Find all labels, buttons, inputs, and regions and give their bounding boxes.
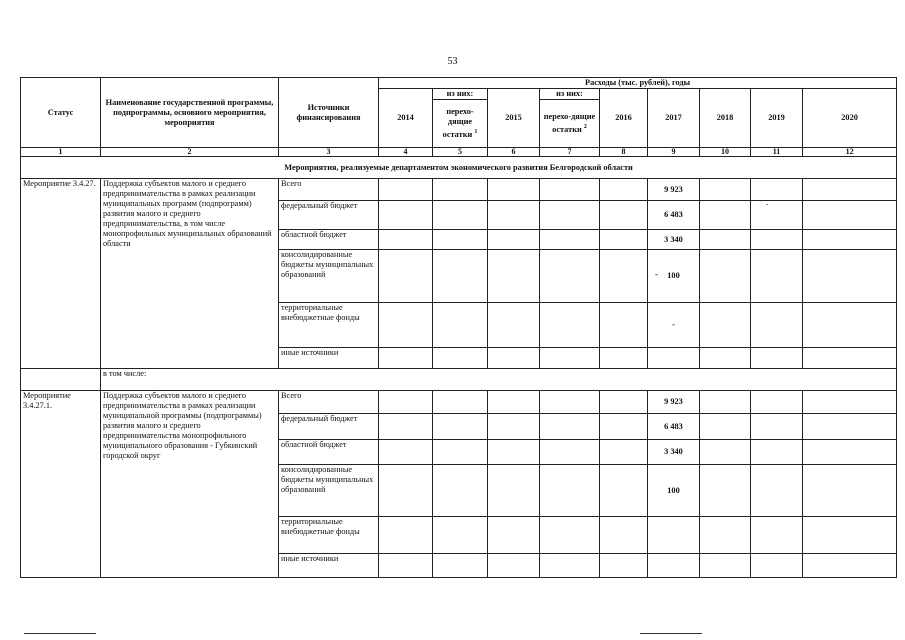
value-2017: 100: [648, 250, 700, 303]
source-cell: территориальные внебюджетные фонды: [279, 517, 379, 554]
source-cell: областной бюджет: [279, 230, 379, 250]
header-year-2019: 2019: [751, 89, 803, 148]
source-cell: Всего: [279, 391, 379, 414]
header-year-2016: 2016: [600, 89, 648, 148]
col-number: 5: [433, 148, 488, 157]
col-number: 10: [700, 148, 751, 157]
value-2017: 9 923: [648, 179, 700, 201]
header-year-2020: 2020: [803, 89, 897, 148]
value-2017: 9 923: [648, 391, 700, 414]
header-of-them-2: из них:: [540, 89, 600, 100]
header-year-2014: 2014: [379, 89, 433, 148]
source-cell: иные источники: [279, 348, 379, 369]
source-cell: иные источники: [279, 554, 379, 578]
header-year-2018: 2018: [700, 89, 751, 148]
header-sources: Источники финансирования: [279, 78, 379, 148]
header-of-them-1: из них:: [433, 89, 488, 100]
stray-dot: .: [766, 197, 769, 207]
value-2017: -: [648, 303, 700, 348]
header-year-2015: 2015: [488, 89, 540, 148]
col-number: 12: [803, 148, 897, 157]
source-cell: областной бюджет: [279, 440, 379, 465]
header-expenses: Расходы (тыс. рублей), годы: [379, 78, 897, 89]
source-cell: территориальные внебюджетные фонды: [279, 303, 379, 348]
col-number: 1: [21, 148, 101, 157]
section-title: Мероприятия, реализуемые департаментом экономического развития Белгородской области: [21, 157, 897, 179]
source-cell: консолидированные бюджеты муниципальных образований: [279, 250, 379, 303]
measure-name: Поддержка субъектов малого и среднего предпринимательства в рамках реализации муниципальных программ (подпрограмм) развития малого и среднего предпринимательства, в том числе монопрофильных муниципальных образований области: [101, 179, 279, 369]
scan-edge-line: [24, 633, 96, 634]
value-2017: 6 483: [648, 414, 700, 440]
col-number: 4: [379, 148, 433, 157]
header-carryover-1: перехо-дящие остатки $^1$: [433, 100, 488, 148]
stray-dash: -: [655, 269, 658, 279]
col-number: 8: [600, 148, 648, 157]
col-number: 6: [488, 148, 540, 157]
header-name: Наименование государственной программы, подпрограммы, основного мероприятия, мероприятия: [101, 78, 279, 148]
scan-edge-line: [640, 633, 702, 634]
col-number: 2: [101, 148, 279, 157]
page-number: 53: [447, 56, 458, 67]
source-cell: федеральный бюджет: [279, 201, 379, 230]
col-number: 11: [751, 148, 803, 157]
header-year-2017: 2017: [648, 89, 700, 148]
status-cell: Мероприятие 3.4.27.1.: [21, 391, 101, 578]
value-2017: [648, 348, 700, 369]
expenses-table: [20, 77, 897, 578]
value-2017: 3 340: [648, 440, 700, 465]
including-label: в том числе:: [101, 369, 897, 391]
value-2017: 3 340: [648, 230, 700, 250]
value-2017: 100: [648, 465, 700, 517]
source-cell: Всего: [279, 179, 379, 201]
measure-name: Поддержка субъектов малого и среднего предпринимательства в рамках реализации муниципальной программы (подпрограммы) развития малого и среднего предпринимательства монопрофильного муниципального образования - Губкинский городской округ: [101, 391, 279, 578]
col-number: 9: [648, 148, 700, 157]
value-2017: 6 483: [648, 201, 700, 230]
source-cell: федеральный бюджет: [279, 414, 379, 440]
header-status: Статус: [21, 78, 101, 148]
value-2017: [648, 554, 700, 578]
col-number: 3: [279, 148, 379, 157]
col-number: 7: [540, 148, 600, 157]
value-2017: [648, 517, 700, 554]
source-cell: консолидированные бюджеты муниципальных образований: [279, 465, 379, 517]
status-cell: Мероприятие 3.4.27.: [21, 179, 101, 369]
header-carryover-2: перехо-дящие остатки $^2$: [540, 100, 600, 148]
